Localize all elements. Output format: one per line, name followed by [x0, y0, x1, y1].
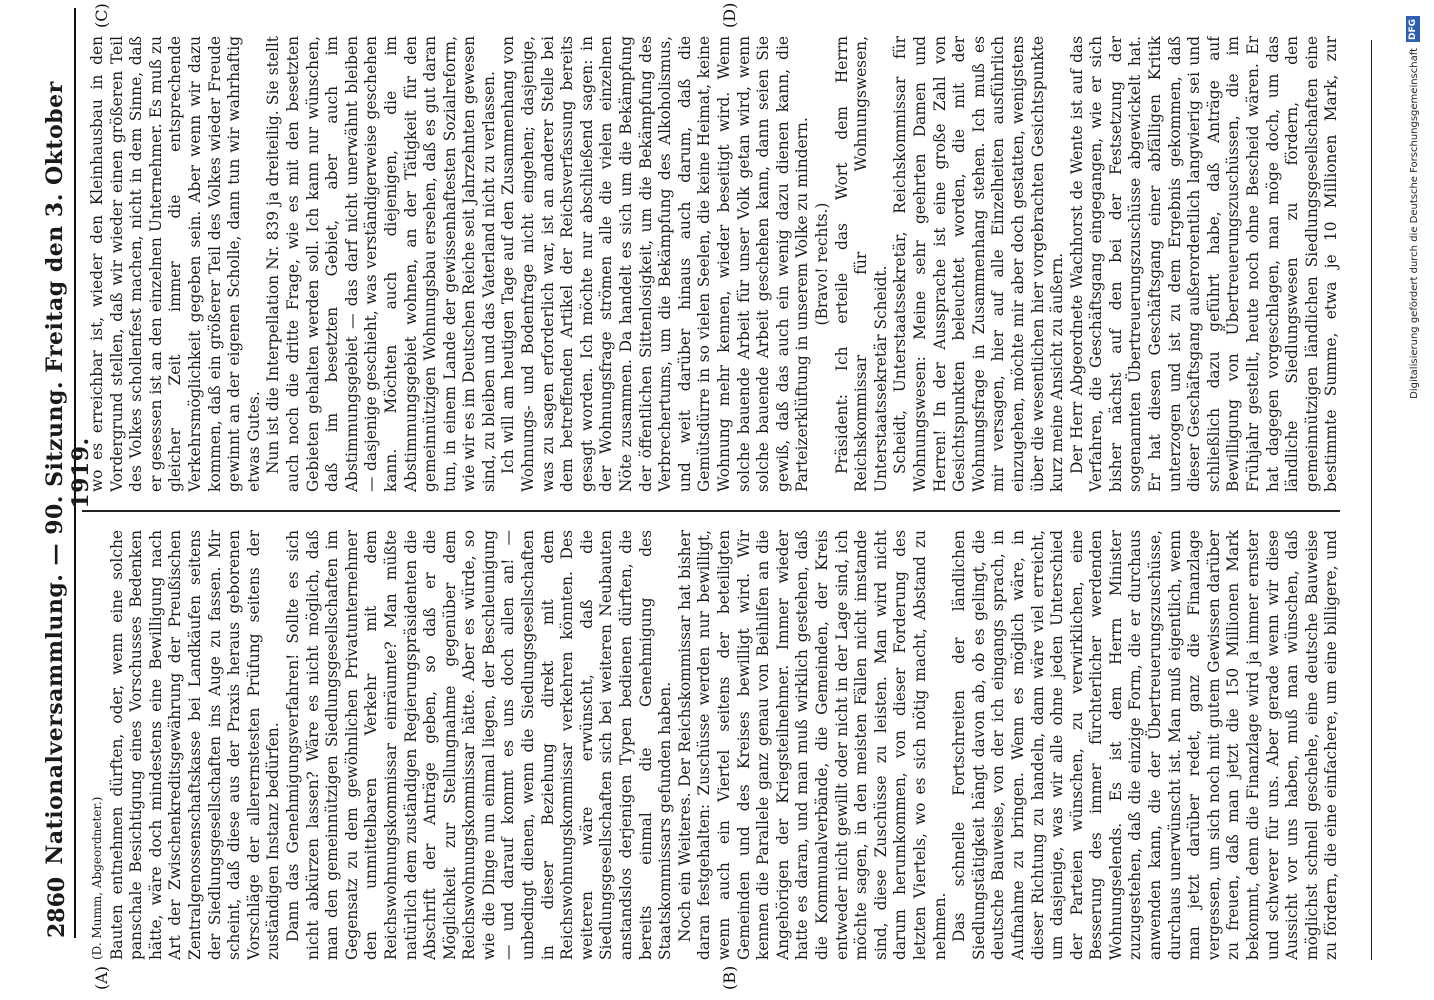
right-paragraph: Ich will am heutigen Tage auf den Zusammenhang von Wohnungs- und Bodenfrage nicht eingehen; dasjenige, was zu sagen erforderlich war, ist an anderer Stelle bei dem betreffenden Artikel der Reichsverfassung bereits gesagt worden. Ich möchte nur abschließend sagen: in der Wohnungsfrage strömen alle die vielen einzelnen Nöte zusammen. Da handelt es sich um die Bekämpfung der öffentlichen Sittenlosigkeit, um die Bekämpfung des Verbrechertums, um die Bekämpfung des Alkoholismus, und weit darüber hinaus auch darum, daß die Gemütsdürre in so vielen Seelen, die keine Heimat, keine Wohnung mehr kennen, wieder beseitigt wird. Wenn solche bauende Arbeit für unser Volk getan wird, wenn solche bauende Arbeit geschehen kann, dann seien Sie gewiß, daß das auch ein wenig dazu dienen kann, die Parteizerklüftung in unserem Volke zu mindern.: [499, 36, 812, 492]
margin-marker-a: (A): [92, 965, 111, 990]
left-paragraph: Dann das Genehmigungsverfahren! Sollte es sich nicht abkürzen lassen? Wäre es nicht möglich, daß man den gemeinnützigen Siedlungsgesellschaften im Gegensatz zu dem gewöhnlichen Privatunternehmer den unmittelbaren Verkehr mit dem Reichswohnungskommissar einräumte? Man müßte natürlich dem zuständigen Regierungspräsidenten die Abschrift der Anträge geben, so daß er die Möglichkeit zur Stellungnahme gegenüber dem Reichswohnungskommissar hätte. Aber es würde, so wie die Dinge nun einmal liegen, der Beschleunigung — und darauf kommt es uns doch allen an! — unbedingt dienen, wenn die Siedlungsgesellschaften in dieser Beziehung direkt mit dem Reichswohnungskommissar verkehren könnten. Des weiteren wäre erwünscht, daß die Siedlungsgesellschaften sich bei weiteren Neubauten anstandslos derjenigen Typen bedienen dürften, die bereits einmal die Genehmigung des Staatskommissars gefunden haben.: [283, 530, 675, 960]
right-column: [88, 36, 1340, 492]
dfg-sidebar: [1406, 6, 1428, 994]
right-paragraph: Der Herr Abgeordnete Wachhorst de Wente ist auf das Verfahren, die Geschäftsgang eingegangen, wie er sich bisher nächst auf den bei der Festsetzung der sogenannten Übertreuerungszuschüsse abgewickelt hat. Er hat diesen Geschäftsgang einer abfälligen Kritik unterzogen und ist zu dem Ergebnis gekommen, daß dieser Geschäftsgang außerordentlich langwierig sei und schließlich dazu geführt habe, daß Anträge auf Bewilligung von Übertreuerungszuschüssen, die im Frühjahr gestellt, heute noch ohne Bescheid wären. Er hat dagegen vorgeschlagen, man möge doch, um das ländliche Siedlungswesen zu fördern, den gemeinnützigen ländlichen Siedlungsgesellschaften eine bestimmte Summe, etwa je 10 Millionen Mark, zur: [1067, 36, 1340, 492]
speaker-tag: (D. Mumm, Abgeordneter.): [90, 796, 104, 960]
footer-rule: [1371, 40, 1373, 960]
right-paragraph: wo es erreichbar ist, wieder den Kleinhausbau in den Vordergrund stellen, daß wir wieder einen größeren Teil des Volkes schollenfest machen, nicht in dem Sinne, daß er gesessen ist an den einzelnen Unternehmer. Es muß zu gleicher Zeit immer die entsprechende Verkehrsmöglichkeit gegeben sein. Aber wenn wir dazu kommen, daß ein größerer Teil des Volkes wieder Freude gewinnt an der eigenen Scholle, dann tun wir wahrhaftig etwas Gutes.: [88, 36, 263, 492]
right-paragraph: Präsident: Ich erteile das Wort dem Herrn Reichskommissar für Wohnungswesen, Unterstaatssekretär Scheidt.: [832, 36, 890, 492]
dfg-credit: Digitalisierung gefördert durch die Deutsche Forschungsgemeinschaft: [1409, 48, 1420, 399]
margin-marker-d: (D): [720, 2, 739, 28]
running-title: Nationalversammlung. — 90. Sitzung. Freitag den 3. Oktober 1919.: [42, 81, 94, 865]
page-number: 2860: [44, 876, 70, 938]
dfg-logo: DFG: [1406, 16, 1420, 42]
column-divider: [82, 511, 1340, 513]
left-paragraph: Das schnelle Fortschreiten der ländlichen Siedlungstätigkeit hängt davon ab, ob es gelingt, die deutsche Bauweise, von der ich eingangs sprach, in Aufnahme zu bringen. Wenn es möglich wäre, in dieser Richtung zu handeln, dann wäre viel erreicht, um dasjenige, was wir alle ohne jeden Unterschied der Parteien wünschen, zu verwirklichen, eine Besserung des immer fürchterlicher werdenden Wohnungselends. Es ist dem Herrn Minister zuzugestehen, daß die einzige Form, die er durchaus anwenden kann, die der Übertreuerungszuschüsse, durchaus unerwünscht ist. Man muß eigentlich, wenn man jetzt darüber redet, ganz die Finanzlage vergessen, um sich noch mit gutem Gewissen darüber zu freuen, daß man jetzt die 150 Millionen Mark bekommt, denn die Finanzlage wird ja immer ernster und schwerer für uns. Aber gerade wenn wir diese Aussicht vor uns haben, muß man wünschen, daß möglichst schnell geschehe, eine deutsche Bauweise zu fördern, die eine einfachere, um eine billigere, und: [950, 530, 1340, 960]
margin-marker-b: (B): [720, 965, 739, 990]
right-paragraph: Nun ist die Interpellation Nr. 839 ja dreiteilig. Sie stellt auch noch die dritte Frage, wie es mit den besetzten Gebieten gehalten werden soll. Ich kann nur wünschen, daß im besetzten Gebiet, aber auch im Abstimmungsgebiet — das darf nicht unerwähnt bleiben — dasjenige geschieht, was verständigerweise geschehen kann. Möchten auch diejenigen, die im Abstimmungsgebiet wohnen, an der Tätigkeit für den gemeinnützigen Wohnungsbau ersehen, daß es gut daran tun, in einem Lande der gewissenhaftesten Sozialreform, wie wir es im Deutschen Reiche seit Jahrzehnten gewesen sind, zu bleiben und das Vaterland nicht zu verlassen.: [264, 36, 498, 492]
page-header: [40, 8, 94, 938]
left-column: [88, 530, 1340, 960]
applause-note: (Bravo! rechts.): [812, 202, 831, 326]
left-paragraph: Noch ein Weiteres. Der Reichskommissar hat bisher daran festgehalten: Zuschüsse werden nur bewilligt, wenn auch ein Viertel seitens der beteiligten Gemeinden und des Kreises bewilligt wird. Wir kennen die Parallele ganz genau von Beihilfen an die Angehörigen der Kriegsteilnehmer. Immer wieder hatte es daran, und man muß wirklich gestehen, daß die Kommunalverbände, die Gemeinden, der Kreis entweder nicht gewillt oder nicht in der Lage sind, ich möchte sagen, in den meisten Fällen nicht imstande sind, diese Zuschüsse zu leisten. Man wird nicht darum herumkommen, von dieser Forderung des letzten Viertels, wo es sich nötig macht, Abstand zu nehmen.: [675, 530, 949, 960]
right-paragraph: Scheidt, Unterstaatssekretär, Reichskommissar für Wohnungswesen: Meine sehr geehrten Damen und Herren! In der Aussprache ist eine große Zahl von Gesichtspunkten beleuchtet worden, die mit der Wohnungsfrage in Zusammenhang stehen. Ich muß es mir versagen, hier auf alle Einzelheiten ausführlich einzugehen, möchte mir aber doch gestatten, wenigstens über die wesentlichen hier vorgebrachten Gesichtspunkte kurz meine Ansicht zu äußern.: [891, 36, 1067, 492]
left-paragraph: Bauten entnehmen dürften, oder, wenn eine solche panschale Besichtigung eines Vorschusses Bedenken hätte, wäre doch mindestens eine Bewilligung nach Art der Zwischenkreditsgewährung der Preußischen Zentralgenossenschaftskasse bei Landkäufen seitens der Siedlungsgesellschaften ins Auge zu fassen. Mir scheint, daß diese aus der Praxis heraus geborenen Vorschläge der allerernstesten Prüfung seitens der zuständigen Instanz bedürfen.: [107, 530, 283, 960]
margin-marker-c: (C): [92, 3, 111, 28]
